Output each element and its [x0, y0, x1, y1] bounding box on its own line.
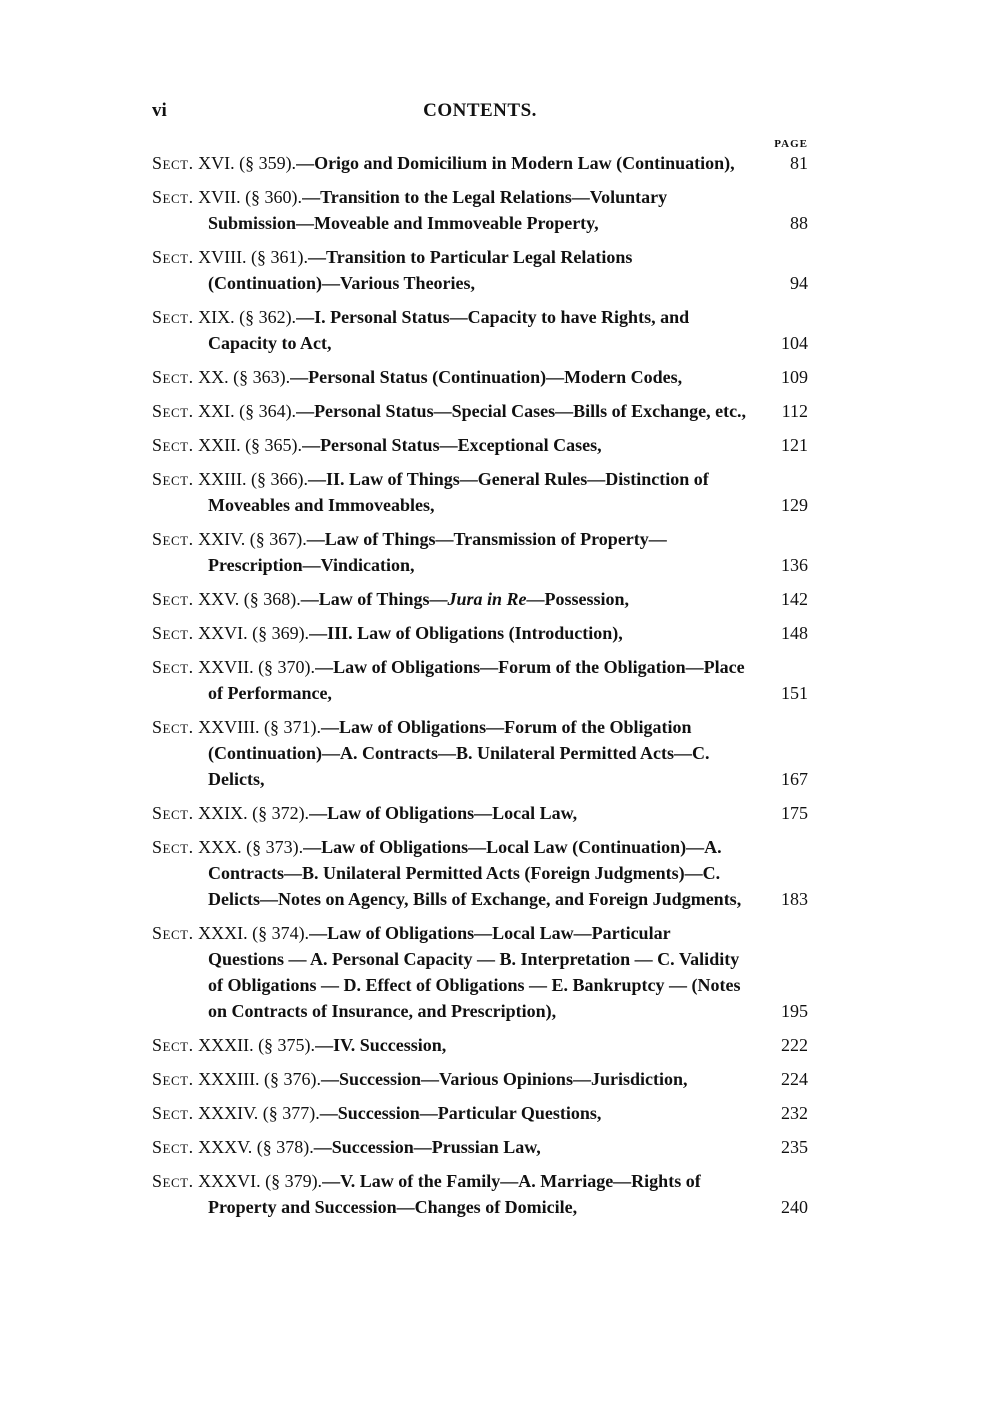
section-number: XXII. (§ 365). [198, 435, 303, 455]
section-label: Sect. [152, 469, 194, 489]
section-label: Sect. [152, 923, 194, 943]
toc-entry [152, 466, 808, 518]
toc-entry [152, 1168, 808, 1220]
toc-entry [152, 398, 808, 424]
section-label: Sect. [152, 247, 194, 267]
section-number: XXXI. (§ 374). [198, 923, 310, 943]
section-number: XXXIV. (§ 377). [198, 1103, 320, 1123]
page-title: CONTENTS. [423, 100, 537, 121]
section-number: XXV. (§ 368). [198, 589, 301, 609]
section-description: —Transition to the Legal Relations—Voluntary Submission—Moveable and Immoveable Property, [208, 187, 668, 233]
section-number: XXVIII. (§ 371). [198, 717, 322, 737]
page-number: 151 [781, 683, 808, 703]
toc-entry [152, 800, 808, 826]
section-description: —Law of Obligations—Local Law, [309, 803, 578, 823]
section-label: Sect. [152, 367, 194, 387]
section-label: Sect. [152, 623, 194, 643]
page-number: 129 [781, 495, 808, 515]
section-number: XVIII. (§ 361). [198, 247, 309, 267]
toc-entry [152, 150, 808, 176]
toc-entry [152, 1134, 808, 1160]
section-description: —I. Personal Status—Capacity to have Rights, and Capacity to Act, [208, 307, 690, 353]
toc-entry [152, 1032, 808, 1058]
section-description: —Succession—Particular Questions, [319, 1103, 602, 1123]
toc-entry-text [152, 244, 764, 296]
toc-entry [152, 654, 808, 706]
toc-entry [152, 304, 808, 356]
section-label: Sect. [152, 1103, 194, 1123]
section-label: Sect. [152, 435, 194, 455]
section-number: XX. (§ 363). [198, 367, 291, 387]
page-number: 232 [781, 1103, 808, 1123]
section-label: Sect. [152, 1069, 194, 1089]
toc-entry [152, 920, 808, 1024]
toc-entry-text [152, 304, 764, 356]
section-number: XXVII. (§ 370). [198, 657, 316, 677]
toc-entry [152, 586, 808, 612]
page-number: 183 [781, 889, 808, 909]
section-number: XXIV. (§ 367). [198, 529, 307, 549]
section-description: —Succession—Prussian Law, [313, 1137, 541, 1157]
section-label: Sect. [152, 1171, 194, 1191]
page-number: 235 [781, 1137, 808, 1157]
toc-entry [152, 620, 808, 646]
section-number: XVI. (§ 359). [198, 153, 297, 173]
section-number: XXXIII. (§ 376). [198, 1069, 322, 1089]
section-number: XXXVI. (§ 379). [198, 1171, 323, 1191]
section-label: Sect. [152, 837, 194, 857]
toc-entry [152, 244, 808, 296]
section-description: —IV. Succession, [315, 1035, 447, 1055]
section-description: —II. Law of Things—General Rules—Distinction of Moveables and Immoveables, [208, 469, 709, 515]
toc-entry-text [152, 800, 764, 826]
toc-entry-text [152, 1134, 764, 1160]
section-description: —Law of Things—Transmission of Property—Prescription—Vindication, [208, 529, 667, 575]
section-description: —V. Law of the Family—A. Marriage—Rights of Property and Succession—Changes of Domicile, [208, 1171, 701, 1217]
toc-entry-text [152, 184, 764, 236]
page-number: 142 [781, 589, 808, 609]
page-number: 121 [781, 435, 808, 455]
toc-entry-text [152, 150, 764, 176]
toc-entry [152, 432, 808, 458]
italic-phrase: Jura in Re [447, 589, 527, 609]
toc-entry-text [152, 398, 764, 424]
page-number: 136 [781, 555, 808, 575]
page-folio: vi [152, 100, 167, 121]
section-description: —Law of Things—Jura in Re—Possession, [300, 589, 630, 609]
section-description: —Personal Status (Continuation)—Modern Codes, [290, 367, 683, 387]
section-label: Sect. [152, 187, 194, 207]
page-number: 175 [781, 803, 808, 823]
section-label: Sect. [152, 153, 194, 173]
page-number: 109 [781, 367, 808, 387]
toc-entry-text [152, 1100, 764, 1126]
section-description: —Origo and Domicilium in Modern Law (Continuation), [296, 153, 735, 173]
toc-entry-text [152, 620, 764, 646]
toc-entry-text [152, 364, 764, 390]
section-number: XXXV. (§ 378). [198, 1137, 314, 1157]
toc-entry-text [152, 466, 764, 518]
toc-entry [152, 1066, 808, 1092]
section-label: Sect. [152, 529, 194, 549]
toc-entry-text [152, 654, 764, 706]
section-description: —Personal Status—Exceptional Cases, [302, 435, 602, 455]
section-label: Sect. [152, 1137, 194, 1157]
page-number: 195 [781, 1001, 808, 1021]
section-label: Sect. [152, 589, 194, 609]
toc-entry-text [152, 834, 764, 912]
page-number: 148 [781, 623, 808, 643]
toc-entry-text [152, 1168, 764, 1220]
section-description: —Succession—Various Opinions—Jurisdiction, [321, 1069, 688, 1089]
toc-entry-text [152, 1066, 764, 1092]
section-number: XXIX. (§ 372). [198, 803, 310, 823]
section-label: Sect. [152, 657, 194, 677]
page-column-label: PAGE [774, 138, 808, 150]
toc-entry-text [152, 714, 764, 792]
toc-entry-text [152, 432, 764, 458]
page-number: 222 [781, 1035, 808, 1055]
page-number: 240 [781, 1197, 808, 1217]
section-description: —Transition to Particular Legal Relations (Continuation)—Various Theories, [208, 247, 633, 293]
toc-entry-text [152, 586, 764, 612]
toc-entry [152, 526, 808, 578]
contents-list [152, 150, 808, 1228]
section-description: —Law of Obligations—Forum of the Obligation—Place of Performance, [208, 657, 745, 703]
toc-entry-text [152, 526, 764, 578]
section-label: Sect. [152, 307, 194, 327]
section-number: XIX. (§ 362). [198, 307, 297, 327]
section-label: Sect. [152, 401, 194, 421]
section-description: —Personal Status—Special Cases—Bills of Exchange, etc., [296, 401, 747, 421]
section-label: Sect. [152, 717, 194, 737]
section-label: Sect. [152, 803, 194, 823]
section-label: Sect. [152, 1035, 194, 1055]
toc-entry-text [152, 920, 764, 1024]
section-number: XXIII. (§ 366). [198, 469, 309, 489]
toc-entry-text [152, 1032, 764, 1058]
toc-entry [152, 1100, 808, 1126]
running-header [152, 100, 808, 130]
section-number: XXXII. (§ 375). [198, 1035, 316, 1055]
toc-entry [152, 364, 808, 390]
section-description: —Law of Obligations—Local Law (Continuation)—A. Contracts—B. Unilateral Permitted Acts (Foreign Judgments)—C. Delicts—Notes on Agency, Bills of Exchange, and Foreign Judgments, [208, 837, 742, 909]
page-number: 167 [781, 769, 808, 789]
toc-entry [152, 184, 808, 236]
page-number: 94 [790, 273, 808, 293]
section-number: XXI. (§ 364). [198, 401, 297, 421]
page-number: 224 [781, 1069, 808, 1089]
toc-entry [152, 834, 808, 912]
section-description: —Law of Obligations—Forum of the Obligation (Continuation)—A. Contracts—B. Unilateral Permitted Acts—C. Delicts, [208, 717, 710, 789]
section-number: XXVI. (§ 369). [198, 623, 310, 643]
section-number: XXX. (§ 373). [198, 837, 304, 857]
page-number: 88 [790, 213, 808, 233]
page-number: 112 [781, 401, 808, 421]
section-description: —Law of Obligations—Local Law—Particular Questions — A. Personal Capacity — B. Interpretation — C. Validity of Obligations — D. Effect of Obligations — E. Bankruptcy — (Notes on Contracts of Insurance, and Prescription), [208, 923, 741, 1021]
section-description: —III. Law of Obligations (Introduction), [309, 623, 623, 643]
page-number: 104 [781, 333, 808, 353]
page-number: 81 [790, 153, 808, 173]
section-number: XVII. (§ 360). [198, 187, 303, 207]
toc-entry [152, 714, 808, 792]
